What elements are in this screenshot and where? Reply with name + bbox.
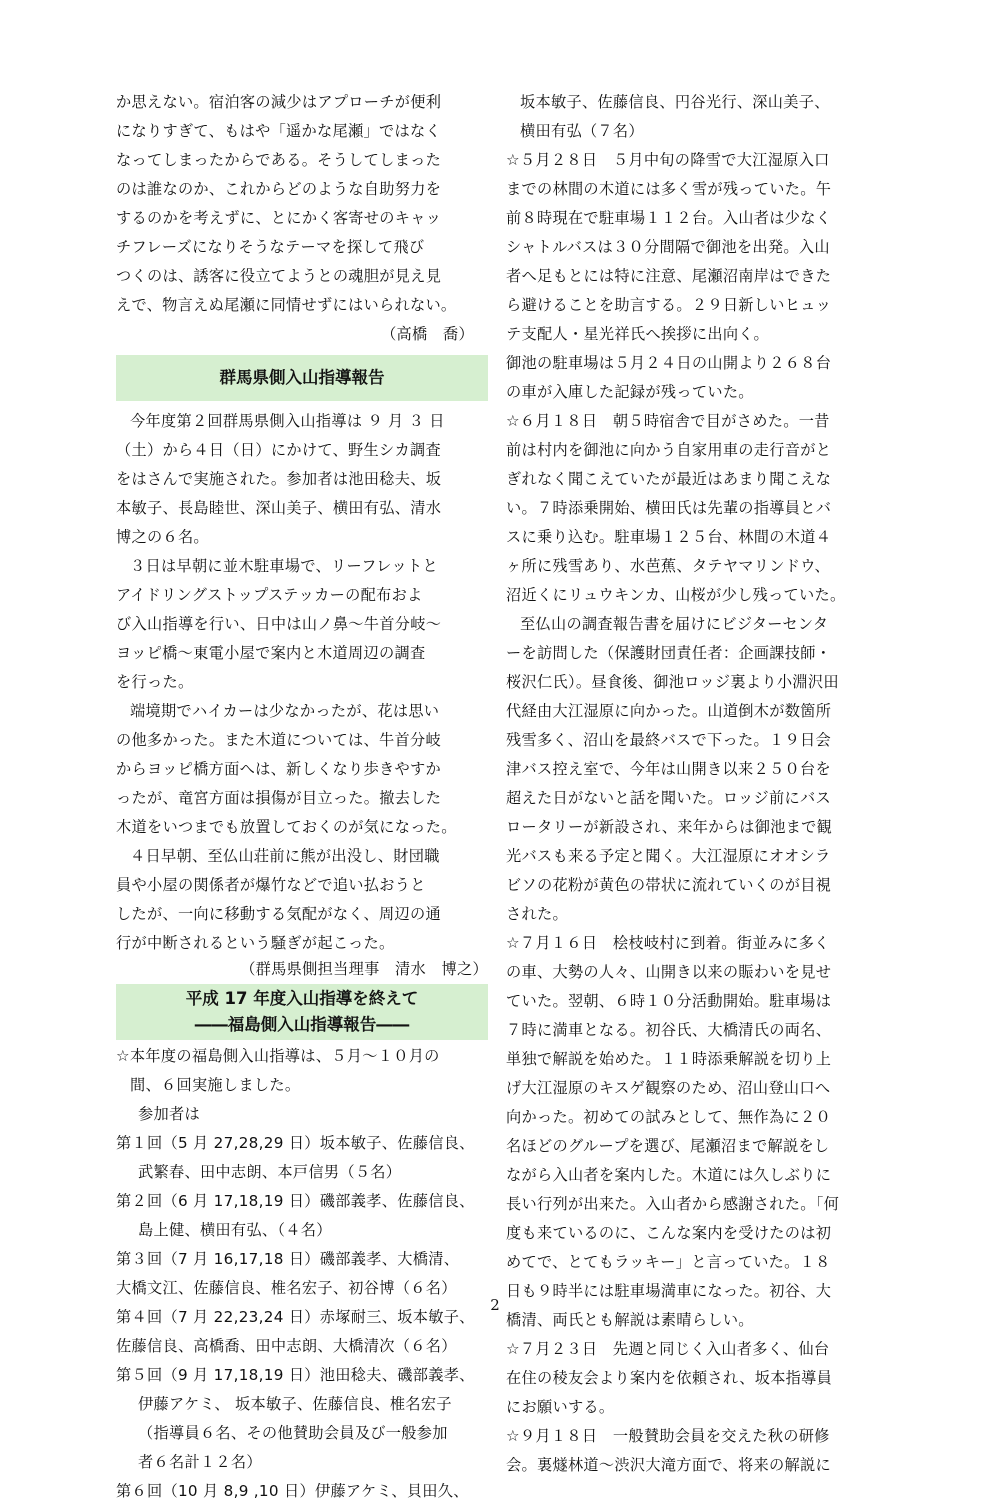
text-line: ヶ所に残雪あり、水芭蕉、タテヤマリンドウ、 [506,557,831,575]
text-line: ７時に満車となる。初谷氏、大橋清氏の両名、 [506,1021,832,1039]
text-line: 参加者は [138,1105,200,1123]
text-line: の車が入庫した記録が残っていた。 [506,383,754,401]
text-line: の他多かった。また木道については、牛首分岐 [116,731,441,749]
text-line: 橋清、両氏とも解説は素晴らしい。 [506,1311,754,1329]
text-line: つくのは、誘客に役立てようとの魂胆が見え見 [116,267,442,285]
text-line: された。 [506,905,568,923]
text-line: 第５回（9 月 17,18,19 日）池田稔夫、磯部義孝、 [116,1366,475,1384]
text-line: 度も来ているのに、こんな案内を受けたのは初 [506,1224,832,1242]
text-line: 今年度第２回群馬県側入山指導は ９ 月 ３ 日 [130,412,445,430]
author-signature: （高橋 喬） [381,325,474,343]
text-line: （土）から４日（日）にかけて、野生シカ調査 [116,441,441,459]
text-line: ☆５月２８日 ５月中旬の降雪で大江湿原入口 [506,151,830,169]
text-line: にお願いする。 [506,1398,615,1416]
text-line: 横田有弘（７名） [520,122,644,140]
text-line: 単独で解説を始めた。１１時添乗解説を切り上 [506,1050,832,1068]
section-heading-gunma: 群馬県側入山指導報告 [116,355,488,401]
text-line: 光バスも来る予定と聞く。大江湿原にオオシラ [506,847,831,865]
text-line: の車、大勢の人々、山開き以来の賑わいを見せ [506,963,832,981]
text-line: 向かった。初めての試みとして、無作為に２０ [506,1108,831,1126]
text-line: なってしまったからである。そうしてしまった [116,151,442,169]
text-line: げ大江湿原のキスゲ観察のため、沼山登山口へ [506,1079,831,1097]
text-line: ながら入山者を案内した。木道には久しぶりに [506,1166,832,1184]
text-line: のは誰なのか、これからどのような自助努力を [116,180,442,198]
text-line: 行が中断されるという騒ぎが起こった。 [116,934,395,952]
text-line: ☆７月２３日 先週と同じく入山者多く、仙台 [506,1340,830,1358]
text-line: 御池の駐車場は５月２４日の山開より２６８台 [506,354,832,372]
text-line: 者へ足もとには特に注意、尾瀬沼南岸はできた [506,267,832,285]
text-line: をはさんで実施された。参加者は池田稔夫、坂 [116,470,442,488]
text-line: 前８時現在で駐車場１１２台。入山者は少なく [506,209,832,227]
text-line: 前は村内を御池に向かう自家用車の走行音がと [506,441,832,459]
text-line: か思えない。宿泊客の減少はアプローチが便利 [116,93,442,111]
text-line: 津バス控え室で、今年は山開き以来２５０台を [506,760,831,778]
text-line: ３日は早朝に並木駐車場で、リーフレットと [130,557,438,575]
text-line: ビソの花粉が黄色の帯状に流れていくのが目視 [506,876,832,894]
text-line: ら避けることを助言する。２９日新しいヒュッ [506,296,832,314]
text-line: ロータリーが新設され、来年からは御池まで観 [506,818,833,836]
text-line: 名ほどのグループを選び、尾瀬沼まで解説をし [506,1137,830,1155]
text-line: 至仏山の調査報告書を届けにビジターセンタ [520,615,829,633]
text-line: ☆６月１８日 朝５時宿舎で目がさめた。一昔 [506,412,830,430]
right-column [506,88,878,1480]
text-line: 員や小屋の関係者が爆竹などで追い払おうと [116,876,426,894]
text-line: するのかを考えずに、とにかく客寄せのキャッ [116,209,442,227]
text-line: めてで、とてもラッキー」と言っていた。１８ [506,1253,831,1271]
text-line: 第４回（7 月 22,23,24 日）赤塚耐三、坂本敏子、 [116,1308,475,1326]
text-line: スに乗り込む。駐車場１２５台、林間の木道４ [506,528,832,546]
text-line: アイドリングストップステッカーの配布およ [116,586,423,604]
text-line: 者６名計１２名） [138,1453,262,1471]
text-line: 沼近くにリュウキンカ、山桜が少し残っていた。 [506,586,846,604]
text-line: 日も９時半には駐車場満車になった。初谷、大 [506,1282,832,1300]
text-line: 代経由大江湿原に向かった。山道倒木が数箇所 [506,702,832,720]
text-line: 坂本敏子、佐藤信良、円谷光行、深山美子、 [520,93,830,111]
text-line: シャトルバスは３０分間隔で御池を出発。入山 [506,238,830,256]
text-line: 佐藤信良、高橋喬、田中志朗、大橋清次（６名） [116,1337,457,1355]
text-line: えで、物言えぬ尾瀬に同情せずにはいられない。 [116,296,457,314]
text-line: したが、一向に移動する気配がなく、周辺の通 [116,905,441,923]
text-line: ☆本年度の福島側入山指導は、５月～１０月の [116,1047,440,1065]
left-column [116,88,488,1506]
text-line: 在住の稜友会より案内を依頼され、坂本指導員 [506,1369,833,1387]
text-line: い。７時添乗開始、横田氏は先輩の指導員とバ [506,499,832,517]
text-line: 本敏子、長島睦世、深山美子、横田有弘、清水 [116,499,442,517]
section-heading-line: 平成 17 年度入山指導を終えて [185,989,419,1008]
text-line: 島上健、横田有弘、（４名） [138,1221,332,1239]
text-line: チフレーズになりそうなテーマを探して飛び [116,238,425,256]
text-line: 第２回（6 月 17,18,19 日）磯部義孝、佐藤信良、 [116,1192,475,1210]
text-line: ーを訪問した（保護財団責任者：企画課技師・ [506,644,832,662]
text-line: テ支配人・星光祥氏へ挨拶に出向く。 [506,325,769,343]
text-line: を行った。 [116,673,194,691]
text-line: 桜沢仁氏）。昼食後、御池ロッジ裏より小淵沢田 [506,673,839,691]
text-line: 残雪多く、沼山を最終バスで下った。１９日会 [506,731,831,749]
section-heading-fukushima [116,984,488,1040]
text-line: ヨッピ橋～東電小屋で案内と木道周辺の調査 [116,644,426,662]
text-line: 博之の６名。 [116,528,209,546]
text-line: になりすぎて、もはや「遥かな尾瀬」ではなく [116,122,441,140]
text-line: 会。裏燧林道～渋沢大滝方面で、将来の解説に [506,1456,831,1474]
text-line: ったが、竜宮方面は損傷が目立った。撤去した [116,789,442,807]
text-line: （指導員６名、その他賛助会員及び一般参加 [138,1424,448,1442]
section-heading-line: ――福島側入山指導報告―― [194,1015,410,1034]
text-line: 大橋文江、佐藤信良、椎名宏子、初谷博（６名） [116,1279,457,1297]
text-line: 武繁春、田中志朗、本戸信男（５名） [138,1163,402,1181]
text-line: 端境期でハイカーは少なかったが、花は思い [130,702,440,720]
text-line: び入山指導を行い、日中は山ノ鼻～牛首分岐～ [116,615,442,633]
text-line: ☆９月１８日 一般賛助会員を交えた秋の研修 [506,1427,830,1445]
text-line: からヨッピ橋方面へは、新しくなり歩きやすか [116,760,441,778]
page-number: 2 [490,1296,500,1314]
text-line: ていた。翌朝、６時１０分活動開始。駐車場は [506,992,832,1010]
text-line: 超えた日がないと話を聞いた。ロッジ前にバス [506,789,831,807]
text-line: 第１回（5 月 27,28,29 日）坂本敏子、佐藤信良、 [116,1134,475,1152]
author-signature: （群馬県側担当理事 清水 博之） [240,960,488,978]
text-line: 長い行列が出来た。入山者から感謝された。「何 [506,1195,840,1213]
text-line: までの林間の木道には多く雪が残っていた。午 [506,180,832,198]
text-line: 間、６回実施しました。 [130,1076,301,1094]
text-line: 木道をいつまでも放置しておくのが気になった。 [116,818,457,836]
text-line: 伊藤アケミ、 坂本敏子、佐藤信良、椎名宏子 [138,1395,452,1413]
text-line: ４日早朝、至仏山荘前に熊が出没し、財団職 [130,847,440,865]
text-line: ☆７月１６日 桧枝岐村に到着。街並みに多く [506,934,830,952]
text-line: ぎれなく聞こえていたが最近はあまり聞こえな [506,470,832,488]
text-line: 第３回（7 月 16,17,18 日）磯部義孝、大橋清、 [116,1250,460,1268]
text-line: 第６回（10 月 8,9 ,10 日）伊藤アケミ、貝田久、 [116,1482,469,1500]
